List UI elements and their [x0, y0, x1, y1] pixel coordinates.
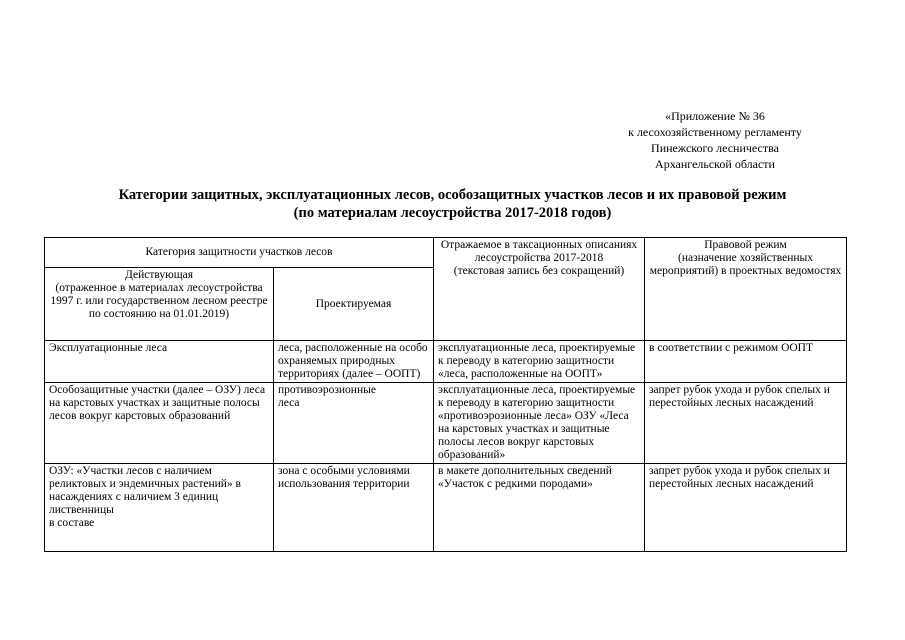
- cell-regime: в соответствии с режимом ООПТ: [645, 341, 847, 383]
- appendix-line-3: Пинежского лесничества: [651, 141, 779, 155]
- header-current: Действующая (отраженное в материалах лесоустройства 1997 г. или государственном лесном реестре по состоянию на 01.01.2019): [45, 268, 274, 341]
- header-taxation: Отражаемое в таксационных описаниях лесоустройства 2017-2018 (текстовая запись без сокращений): [434, 238, 645, 341]
- appendix-line-1: «Приложение № 36: [665, 109, 765, 123]
- table-header-row: [45, 238, 847, 268]
- table-row: [45, 341, 847, 383]
- table-row: [45, 464, 847, 552]
- cell-projected: противоэрозионные леса: [274, 383, 434, 464]
- cell-current: ОЗУ: «Участки лесов с наличием реликтовых и эндемичных растений» в насаждениях с наличием 3 единиц лиственницы в составе: [45, 464, 274, 552]
- cell-taxation: эксплуатационные леса, проектируемые к переводу в категорию защитности «леса, расположенные на ООПТ»: [434, 341, 645, 383]
- cell-current: Эксплуатационные леса: [45, 341, 274, 383]
- appendix-line-4: Архангельской области: [655, 157, 775, 171]
- cell-taxation: в макете дополнительных сведений «Участок с редкими породами»: [434, 464, 645, 552]
- header-category: Категория защитности участков лесов: [45, 238, 434, 268]
- appendix-line-2: к лесохозяйственному регламенту: [628, 125, 802, 139]
- header-regime: Правовой режим (назначение хозяйственных мероприятий) в проектных ведомостях: [645, 238, 847, 341]
- cell-regime: запрет рубок ухода и рубок спелых и перестойных лесных насаждений: [645, 383, 847, 464]
- table-row: [45, 383, 847, 464]
- title-line-2: (по материалам лесоустройства 2017-2018 годов): [293, 205, 612, 221]
- cell-projected: леса, расположенные на особо охраняемых природных территориях (далее – ООПТ): [274, 341, 434, 383]
- document-title: [60, 186, 845, 222]
- cell-taxation: эксплуатационные леса, проектируемые к переводу в категорию защитности «противоэрозионные леса» ОЗУ «Леса на карстовых участках и защитные полосы лесов вокруг карстовых образований»: [434, 383, 645, 464]
- header-projected: Проектируемая: [274, 268, 434, 341]
- categories-table: [44, 237, 847, 552]
- appendix-header: [590, 108, 840, 172]
- title-line-1: Категории защитных, эксплуатационных лесов, особозащитных участков лесов и их правовой режим: [118, 187, 787, 203]
- cell-regime: запрет рубок ухода и рубок спелых и перестойных лесных насаждений: [645, 464, 847, 552]
- cell-current: Особозащитные участки (далее – ОЗУ) леса на карстовых участках и защитные полосы лесов вокруг карстовых образований: [45, 383, 274, 464]
- cell-projected: зона с особыми условиями использования территории: [274, 464, 434, 552]
